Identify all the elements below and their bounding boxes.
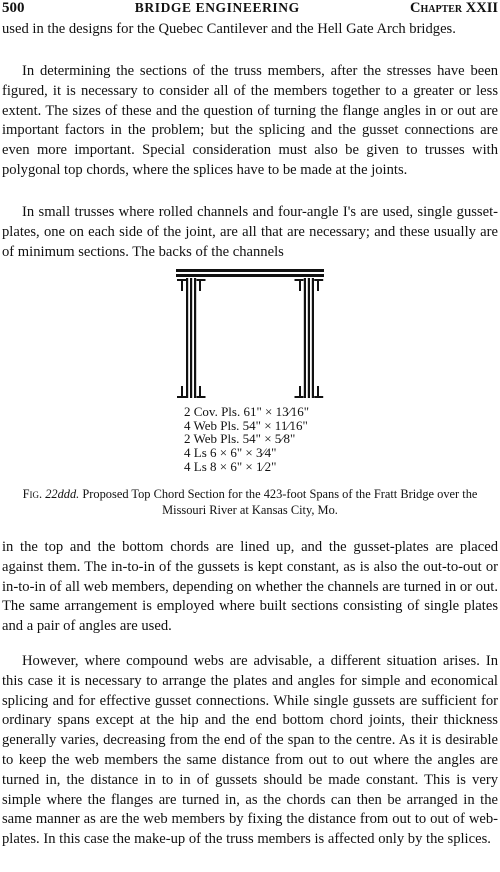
figure-caption-text: Proposed Top Chord Section for the 423-foot Spans of the Fratt Bridge over the Missouri River at Kansas City, Mo. — [82, 487, 478, 517]
chapter-label: Chapter XXII — [410, 0, 498, 16]
left-web-plate-2 — [190, 278, 192, 398]
right-web-plate-3 — [312, 278, 314, 398]
figure-caption — [2, 487, 498, 518]
paragraph-truss-sections: In determining the sections of the truss members, after the stresses have been figured, it is necessary to consider all of the members together to a greater or less extent. The sizes of these and the question of turning the flange angles in or out are important factors in the problem; but the splicing and the gusset connections are even more important. Special consideration must also be given to trusses with polygonal top chords, where the splices have to be made at the joints. — [2, 63, 498, 178]
top-cover-plate-1 — [176, 269, 324, 272]
page-number: 500 — [2, 0, 25, 16]
member-web-plates-5-8: 2 Web Pls. 54" × 5⁄8" — [184, 431, 296, 447]
top-cover-plate-2 — [176, 274, 324, 277]
angle-bottom-left-inner-vert — [199, 386, 201, 398]
member-angles-8x6: 4 Ls 8 × 6" × 1⁄2" — [184, 458, 277, 474]
paragraph-small-trusses: In small trusses where rolled channels and four-angle I's are used, single gusset-plates, one on each side of the joint, are all that are necessary; and these usually are of minimum sections. The backs of the channels — [2, 204, 498, 260]
angle-top-left-inner-vert — [199, 279, 201, 291]
member-web-plates-11-16: 4 Web Pls. 54" × 11⁄16" — [184, 417, 308, 433]
angle-bottom-left-outer-vert — [181, 386, 183, 398]
angle-top-right-inner-vert — [299, 279, 301, 291]
right-web-plate-1 — [304, 278, 306, 398]
running-header — [2, 0, 498, 20]
paragraph-chords-lined-up: in the top and the bottom chords are lined up, and the gusset-plates are placed against them. The in-to-in of the gussets is kept constant, as is also the out-to-out or in-to-in of all web members, depending on whether the channels are turned in or out. The same arrangement is employed where built sections consisting of single plates and a pair of angles are used. — [2, 539, 498, 635]
member-cover-plates: 2 Cov. Pls. 61" × 13⁄16" — [184, 404, 310, 419]
angle-bottom-right-outer-vert — [317, 386, 319, 398]
figure-label: Fig. — [22, 487, 43, 501]
paragraph-continued: used in the designs for the Quebec Cantilever and the Hell Gate Arch bridges. — [2, 21, 456, 37]
angle-bottom-right-inner-vert — [299, 386, 301, 398]
figure-number: 22ddd. — [45, 487, 80, 501]
running-title: BRIDGE ENGINEERING — [134, 0, 300, 15]
right-web-plate-2 — [308, 278, 310, 398]
section-member-list — [184, 405, 344, 474]
angle-top-right-outer-vert — [317, 279, 319, 291]
member-angles-6x6: 4 Ls 6 × 6" × 3⁄4" — [184, 445, 277, 461]
left-web-plate-1 — [186, 278, 188, 398]
left-web-plate-3 — [194, 278, 196, 398]
top-chord-section-diagram — [172, 268, 328, 406]
paragraph-compound-webs: However, where compound webs are advisable, a different situation arises. In this case it is necessary to arrange the plates and angles for simple and economical splicing and for effective gusset connections. While single gussets are sufficient for ordinary spans except at the hip and the end bottom chord joints, their thickness generally varies, decreasing from the end of the span to the centre. As it is desirable to keep the web members the same distance from out to out where the angles are turned in, the distance in to in of gussets should be made constant. This is very simple where the flanges are turned in, as the chords can then be arranged in the same manner as are the web members by fixing the distance from out to out of web-plates. In this case the make-up of the truss members is affected only by the splices. — [2, 653, 498, 848]
angle-top-left-outer-vert — [181, 279, 183, 291]
